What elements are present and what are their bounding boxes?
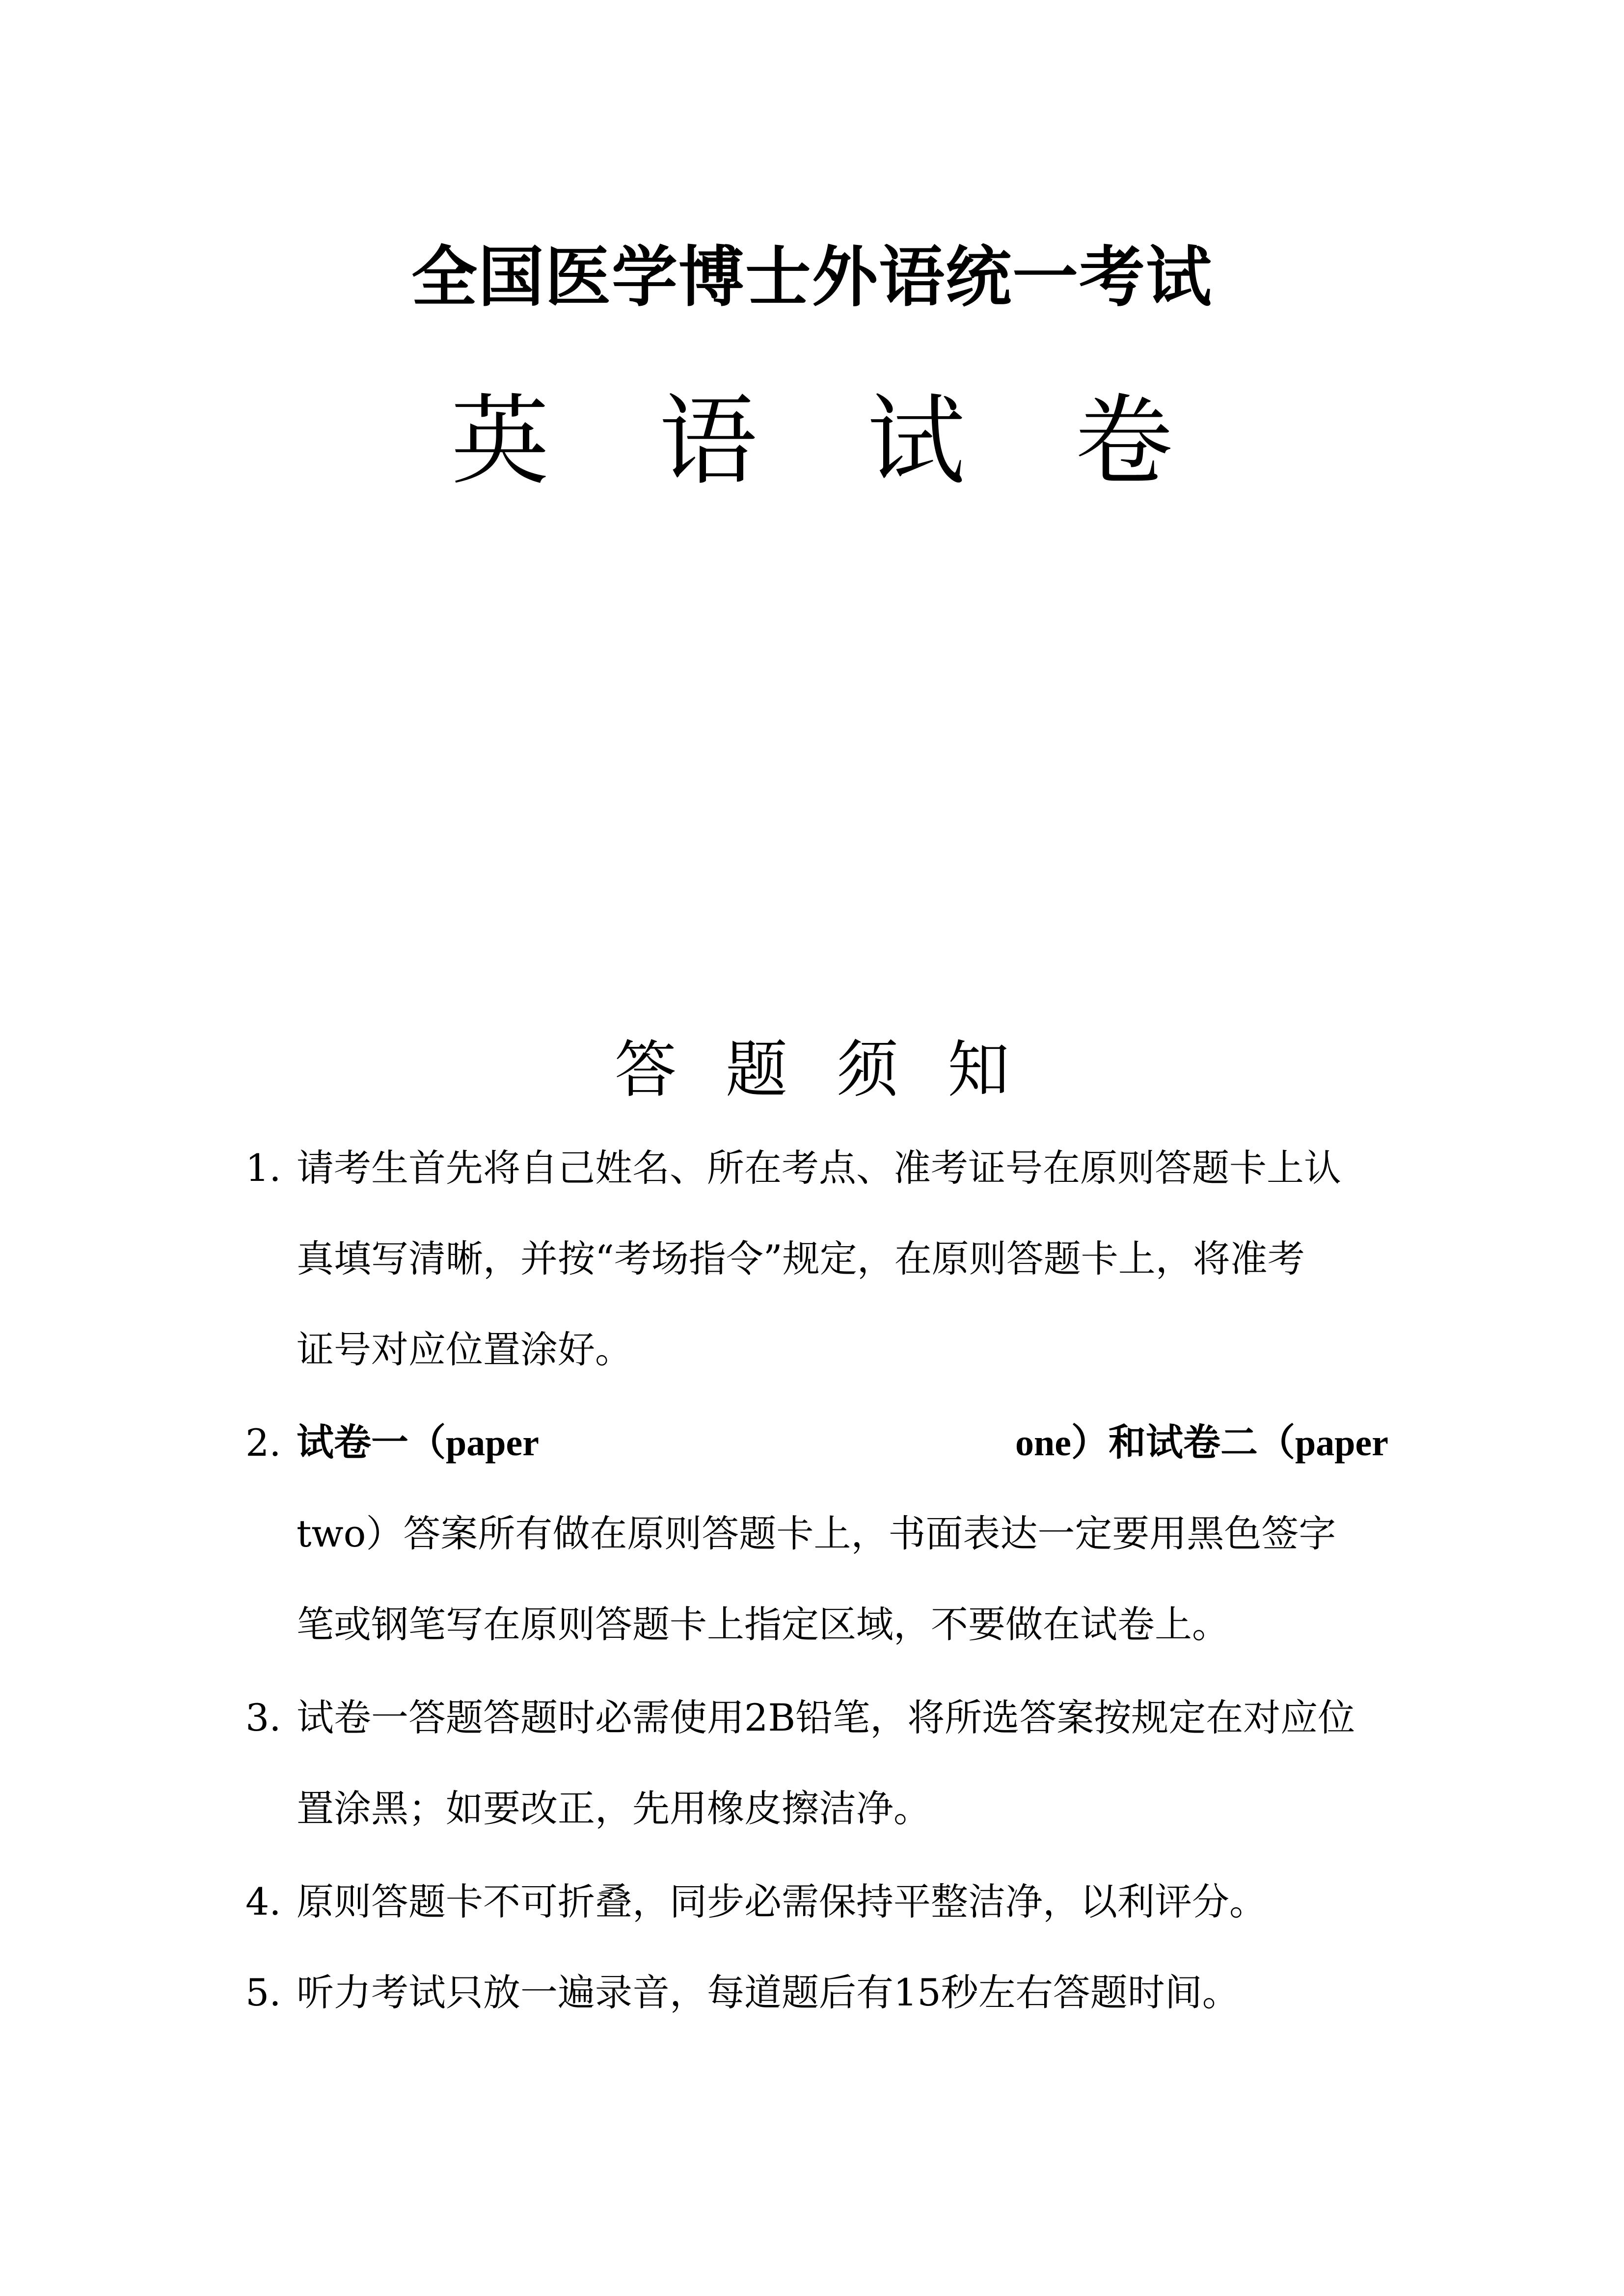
item-2-line-2: two）答案所有做在原则答题卡上，书面表达一定要用黑色签字 [297,1512,1336,1555]
item-number-4: 4. [245,1880,281,1923]
item-number-2: 2. [245,1421,281,1465]
item-1-line-3: 证号对应位置涂好。 [297,1328,632,1371]
item-4-line-1: 原则答题卡不可折叠，同步必需保持平整洁净，以利评分。 [297,1880,1267,1923]
item-2-line-1b: one）和试卷二（paper [1015,1422,1388,1464]
notice-heading: 答 题 须 知 [614,1034,1025,1106]
item-3-line-2: 置涂黑；如要改正，先用橡皮擦洁净。 [297,1787,931,1830]
item-2-line-1a: 试卷一（paper [297,1422,539,1464]
item-1-line-1: 请考生首先将自己姓名、所在考点、准考证号在原则答题卡上认 [297,1146,1341,1190]
item-2-line-3: 笔或钢笔写在原则答题卡上指定区域，不要做在试卷上。 [297,1602,1229,1646]
paper-subtitle: 英 语 试 卷 [451,384,1213,499]
item-number-5: 5. [245,1971,281,2014]
exam-title: 全国医学博士外语统一考试 [411,239,1213,316]
item-number-3: 3. [245,1696,281,1739]
item-5-line-1: 听力考试只放一遍录音，每道题后有15秒左右答题时间。 [297,1971,1240,2014]
item-3-line-1: 试卷一答题答题时必需使用2B铅笔，将所选答案按规定在对应位 [297,1696,1355,1739]
item-1-line-2: 真填写清晰，并按“考场指令”规定，在原则答题卡上，将准考 [297,1237,1305,1281]
item-number-1: 1. [245,1146,281,1190]
